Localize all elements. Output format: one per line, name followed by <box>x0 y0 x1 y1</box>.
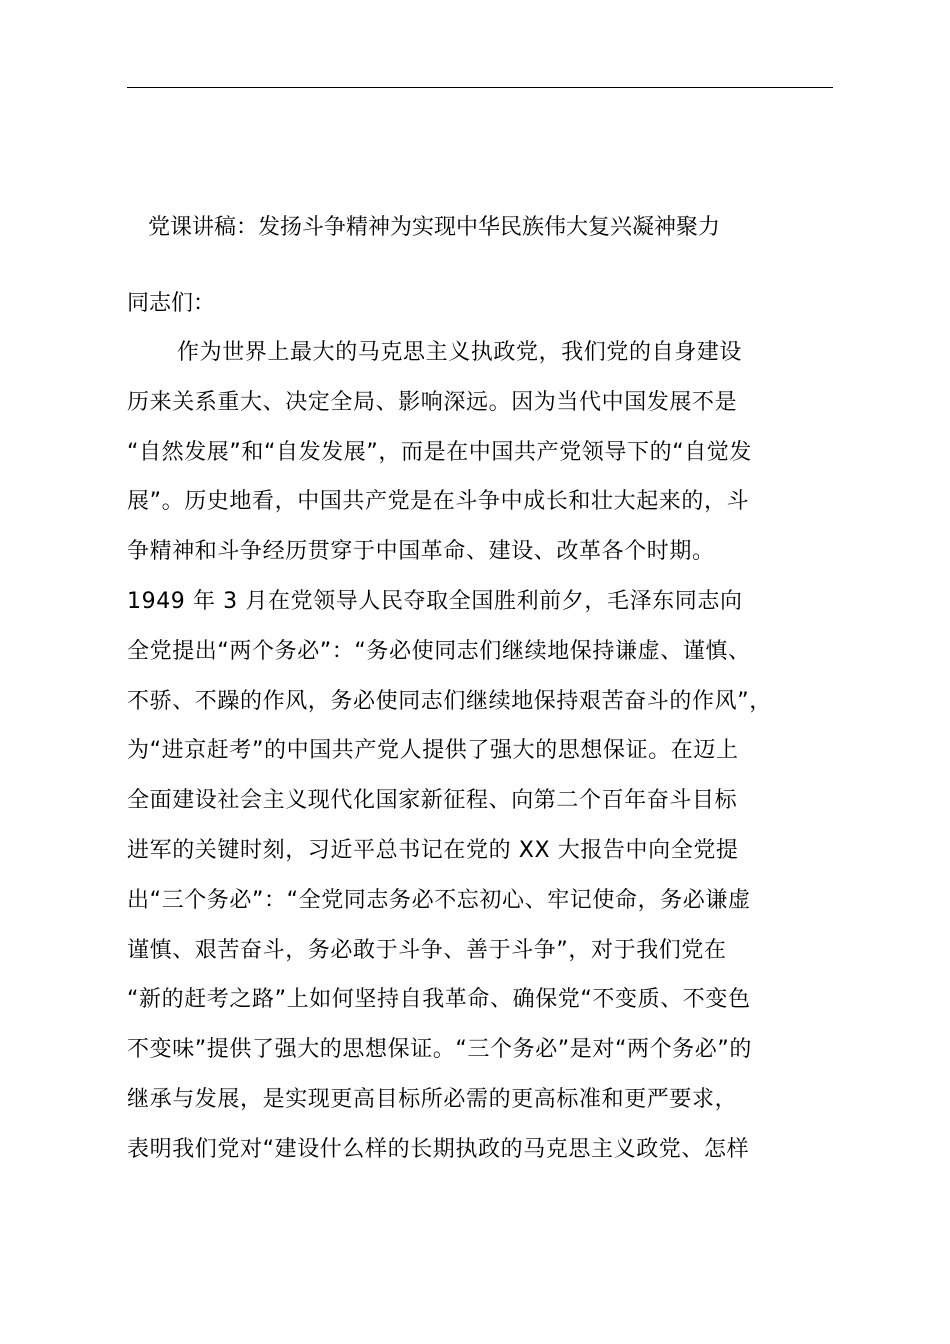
body-line: 争精神和斗争经历贯穿于中国革命、建设、改革各个时期。 <box>127 539 715 565</box>
salutation: 同志们： <box>127 291 216 316</box>
header-rule <box>127 87 833 88</box>
body-line: 历来关系重大、决定全局、影响深远。因为当代中国发展不是 <box>127 389 738 415</box>
body-line: 全党提出“两个务必”：“务必使同志们继续地保持谦虚、谨慎、 <box>127 638 751 664</box>
body-line: 谨慎、艰苦奋斗，务必敢于斗争、善于斗争”，对于我们党在 <box>127 937 727 963</box>
document-title: 党课讲稿：发扬斗争精神为实现中华民族伟大复兴凝神聚力 <box>148 215 721 240</box>
body-line: 出“三个务必”：“全党同志务必不忘初心、牢记使命，务必谦虚 <box>127 887 751 913</box>
body-line: “新的赶考之路”上如何坚持自我革命、确保党“不变质、不变色 <box>127 987 751 1013</box>
body-line: 为“进京赶考”的中国共产党人提供了强大的思想保证。在迈上 <box>127 738 739 764</box>
body-line: 作为世界上最大的马克思主义执政党，我们党的自身建设 <box>177 340 743 365</box>
body-line: “自然发展”和“自发发展”，而是在中国共产党领导下的“自觉发 <box>127 439 752 465</box>
body-paragraph <box>127 337 833 1184</box>
body-line: 1949 年 3 月在党领导人民夺取全国胜利前夕，毛泽东同志向 <box>127 588 743 614</box>
body-line: 不骄、不躁的作风，务必使同志们继续地保持艰苦奋斗的作风”， <box>127 688 772 714</box>
body-line: 不变味”提供了强大的思想保证。“三个务必”是对“两个务必”的 <box>127 1037 752 1063</box>
body-line: 继承与发展，是实现更高目标所必需的更高标准和更严要求， <box>127 1086 738 1112</box>
body-line: 表明我们党对“建设什么样的长期执政的马克思主义政党、怎样 <box>127 1136 750 1162</box>
body-line: 展”。历史地看，中国共产党是在斗争中成长和壮大起来的，斗 <box>127 489 750 515</box>
body-line: 进军的关键时刻，习近平总书记在党的 XX 大报告中向全党提 <box>127 837 739 863</box>
body-line: 全面建设社会主义现代化国家新征程、向第二个百年奋斗目标 <box>127 788 738 814</box>
